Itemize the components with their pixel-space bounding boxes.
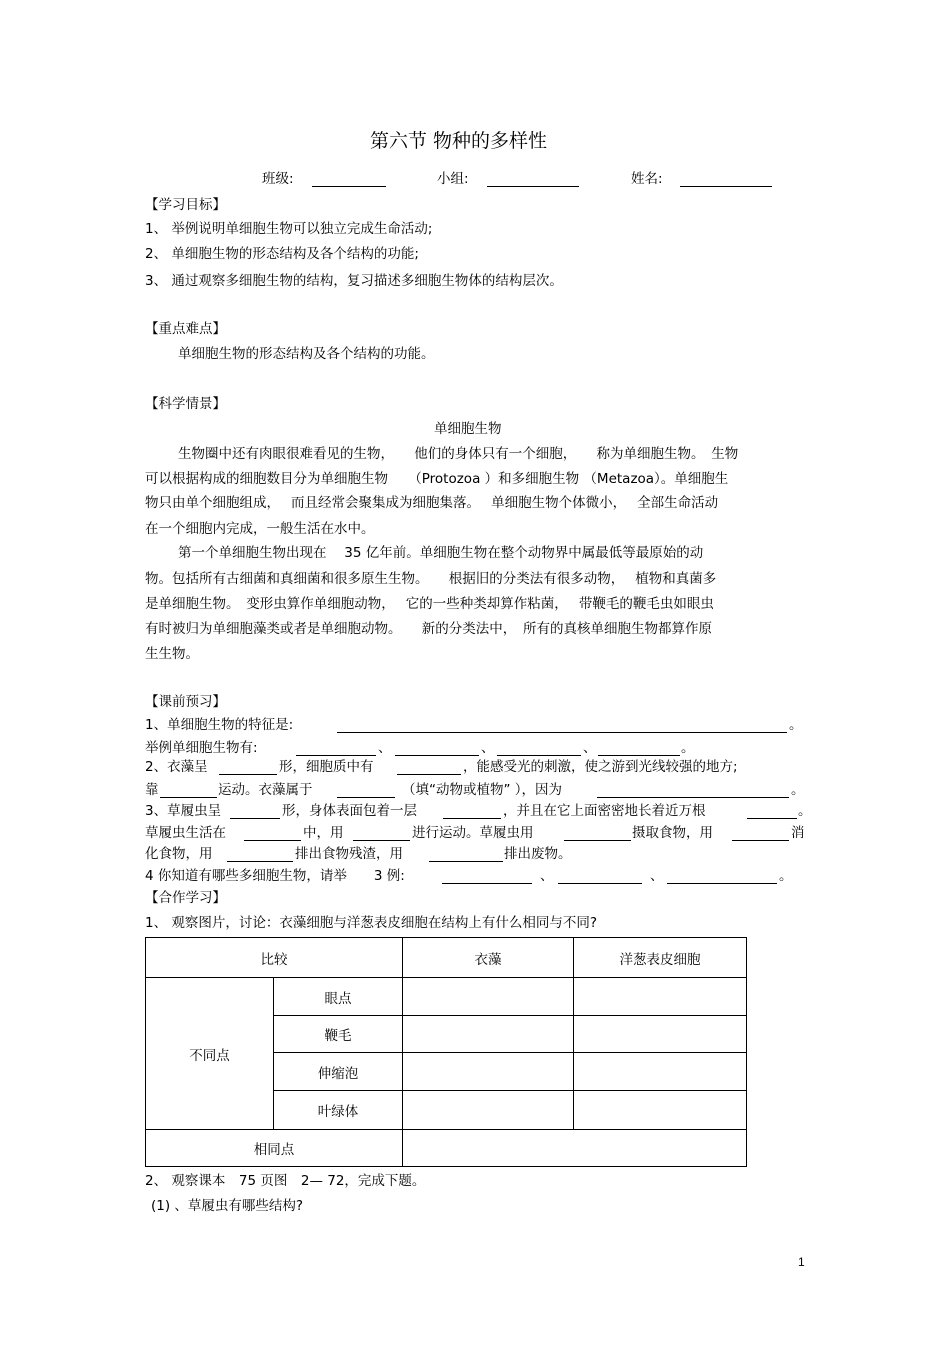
q2-text: （填“动物或植物” ），因为 bbox=[402, 782, 563, 798]
paragraph-line: 物。包括所有古细菌和真细菌和很多原生生物。 根据旧的分类法有很多动物， 植物和真菌多 bbox=[145, 571, 717, 587]
q2-text: 2、衣藻呈 bbox=[145, 759, 208, 775]
row-label: 眼点 bbox=[274, 978, 403, 1016]
table-cell[interactable] bbox=[403, 1091, 574, 1130]
keypoints-heading: 【重点难点】 bbox=[145, 321, 226, 337]
keypoints-text: 单细胞生物的形态结构及各个结构的功能。 bbox=[178, 346, 435, 362]
separator: 、 bbox=[650, 868, 664, 884]
example-field-4[interactable] bbox=[598, 741, 680, 756]
table-cell[interactable] bbox=[403, 1016, 574, 1053]
paragraph-line: 物只由单个细胞组成， 而且经常会聚集成为细胞集落。 单细胞生物个体微小， 全部生命活动 bbox=[145, 495, 719, 511]
q4-field-1[interactable] bbox=[442, 869, 532, 884]
end-mark: 。 bbox=[789, 717, 803, 733]
q2-organelle-field[interactable] bbox=[397, 760, 461, 775]
class-field[interactable] bbox=[312, 172, 386, 187]
page-number: 1 bbox=[798, 1255, 805, 1269]
separator: 、 bbox=[481, 740, 495, 756]
table-cell[interactable] bbox=[403, 1130, 747, 1167]
comparison-table bbox=[145, 937, 747, 1167]
end-mark: 。 bbox=[681, 740, 695, 756]
example-field-1[interactable] bbox=[296, 741, 376, 756]
table-cell[interactable] bbox=[403, 978, 574, 1016]
q3-text: 排出废物。 bbox=[504, 846, 572, 862]
separator: 、 bbox=[378, 740, 392, 756]
paragraph-line: 生生物。 bbox=[145, 646, 199, 662]
table-cell[interactable] bbox=[574, 1091, 747, 1130]
paragraph-line: 第一个单细胞生物出现在 35 亿年前。单细胞生物在整个动物界中属最低等最原始的动 bbox=[178, 545, 704, 561]
same-label: 相同点 bbox=[146, 1130, 403, 1167]
separator: 、 bbox=[540, 868, 554, 884]
coop-subquestion: (1) 、草履虫有哪些结构? bbox=[151, 1198, 304, 1214]
objective-item: 1、 举例说明单细胞生物可以独立完成生命活动; bbox=[145, 221, 433, 237]
header-chlamydomonas: 衣藻 bbox=[403, 938, 574, 978]
separator: 、 bbox=[583, 740, 597, 756]
q2-text: 运动。衣藻属于 bbox=[218, 782, 313, 798]
q3-waste-field[interactable] bbox=[429, 847, 503, 862]
table-cell[interactable] bbox=[574, 1016, 747, 1053]
q2-text: 形，细胞质中有 bbox=[279, 759, 374, 775]
q1-text: 1、单细胞生物的特征是: bbox=[145, 717, 294, 733]
q3-residue-field[interactable] bbox=[227, 847, 293, 862]
q3-movement-field[interactable] bbox=[353, 826, 410, 841]
q2-text: 靠 bbox=[145, 782, 159, 798]
q2-reason-field[interactable] bbox=[597, 783, 789, 798]
q4-field-2[interactable] bbox=[558, 869, 642, 884]
name-field[interactable] bbox=[680, 172, 772, 187]
page-title: 第六节 物种的多样性 bbox=[370, 130, 548, 152]
paragraph-line: 有时被归为单细胞藻类或者是单细胞动物。 新的分类法中， 所有的真核单细胞生物都算作原 bbox=[145, 621, 712, 637]
q3-text: ，并且在它上面密密地长着近万根 bbox=[503, 803, 706, 819]
q2-kingdom-field[interactable] bbox=[337, 783, 395, 798]
q3-text: 消 bbox=[791, 825, 805, 841]
science-heading: 【科学情景】 bbox=[145, 396, 226, 412]
paragraph-line: 生物圈中还有肉眼很难看见的生物， 他们的身体只有一个细胞， 称为单细胞生物。 生物 bbox=[178, 446, 739, 462]
paragraph-line: 是单细胞生物。 变形虫算作单细胞动物， 它的一些种类却算作粘菌， 带鞭毛的鞭毛虫如眼虫 bbox=[145, 596, 714, 612]
q3-text: 排出食物残渣，用 bbox=[295, 846, 403, 862]
q2-shape-field[interactable] bbox=[219, 760, 277, 775]
coop-question-2: 2、 观察课本 75 页图 2— 72，完成下题。 bbox=[145, 1173, 426, 1189]
coop-heading: 【合作学习】 bbox=[145, 890, 226, 906]
q4-text: 4 你知道有哪些多细胞生物，请举 3 例: bbox=[145, 868, 405, 884]
end-mark: 。 bbox=[791, 782, 805, 798]
end-mark: 。 bbox=[798, 803, 812, 819]
q1-answer-field[interactable] bbox=[337, 718, 787, 733]
science-subtitle: 单细胞生物 bbox=[434, 421, 502, 437]
header-onion-cell: 洋葱表皮细胞 bbox=[574, 938, 747, 978]
group-field[interactable] bbox=[487, 172, 579, 187]
table-cell[interactable] bbox=[574, 978, 747, 1016]
paragraph-line: 可以根据构成的细胞数目分为单细胞生物 （Protozoa ）和多细胞生物 （Metazoa）。单细胞生 bbox=[145, 471, 729, 487]
table-cell[interactable] bbox=[574, 1053, 747, 1091]
diff-label: 不同点 bbox=[146, 978, 274, 1130]
coop-question-1: 1、 观察图片，讨论：衣藻细胞与洋葱表皮细胞在结构上有什么相同与不同? bbox=[145, 915, 598, 931]
q3-text: 草履虫生活在 bbox=[145, 825, 226, 841]
objectives-heading: 【学习目标】 bbox=[145, 197, 226, 213]
q3-shape-field[interactable] bbox=[230, 804, 280, 819]
q3-membrane-field[interactable] bbox=[443, 804, 501, 819]
q3-text: 形，身体表面包着一层 bbox=[282, 803, 417, 819]
name-label: 姓名: bbox=[631, 171, 663, 187]
class-label: 班级: bbox=[262, 171, 294, 187]
example-label: 举例单细胞生物有: bbox=[145, 740, 258, 756]
q3-intake-field[interactable] bbox=[564, 826, 631, 841]
row-label: 鞭毛 bbox=[274, 1016, 403, 1053]
q3-text: 化食物，用 bbox=[145, 846, 213, 862]
paragraph-line: 在一个细胞内完成，一般生活在水中。 bbox=[145, 521, 375, 537]
q4-field-3[interactable] bbox=[667, 869, 777, 884]
q2-motion-field[interactable] bbox=[160, 783, 217, 798]
row-label: 伸缩泡 bbox=[274, 1053, 403, 1091]
row-label: 叶绿体 bbox=[274, 1091, 403, 1130]
preview-heading: 【课前预习】 bbox=[145, 694, 226, 710]
q3-habitat-field[interactable] bbox=[244, 826, 301, 841]
objective-item: 3、 通过观察多细胞生物的结构，复习描述多细胞生物体的结构层次。 bbox=[145, 273, 563, 289]
q3-digest-field[interactable] bbox=[732, 826, 789, 841]
q3-text: 3、草履虫呈 bbox=[145, 803, 222, 819]
example-field-3[interactable] bbox=[497, 741, 581, 756]
q2-text: ，能感受光的刺激，使之游到光线较强的地方; bbox=[463, 759, 738, 775]
end-mark: 。 bbox=[779, 868, 793, 884]
q3-cilia-field[interactable] bbox=[747, 804, 797, 819]
header-compare: 比较 bbox=[146, 938, 403, 978]
example-field-2[interactable] bbox=[395, 741, 479, 756]
objective-item: 2、 单细胞生物的形态结构及各个结构的功能; bbox=[145, 246, 419, 262]
group-label: 小组: bbox=[437, 171, 469, 187]
table-cell[interactable] bbox=[403, 1053, 574, 1091]
q3-text: 中，用 bbox=[303, 825, 344, 841]
q3-text: 摄取食物，用 bbox=[632, 825, 713, 841]
q3-text: 进行运动。草履虫用 bbox=[412, 825, 534, 841]
